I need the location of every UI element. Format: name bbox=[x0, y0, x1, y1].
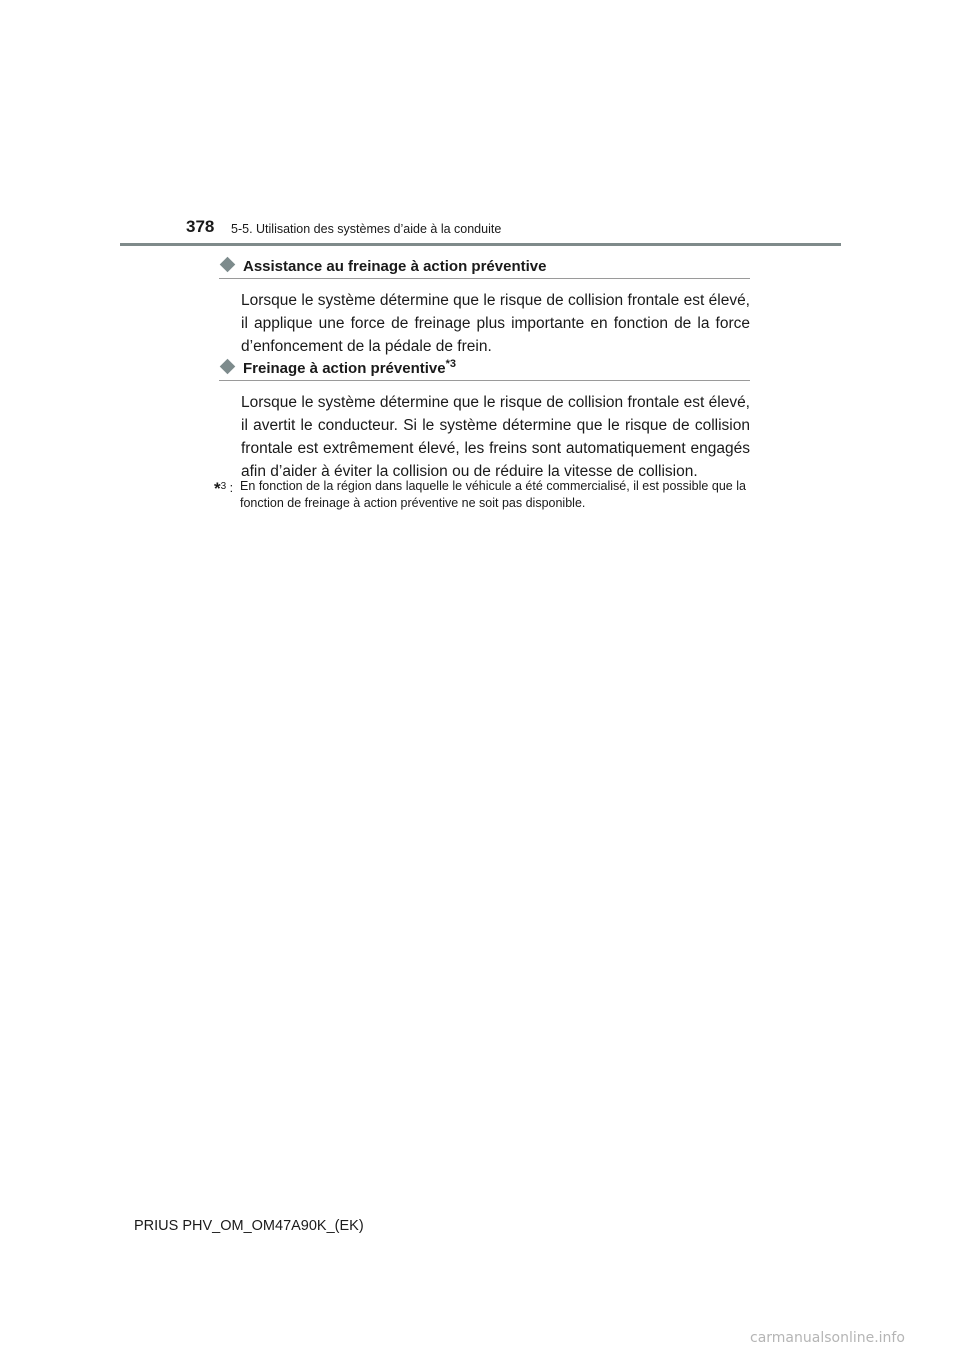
section-heading bbox=[219, 253, 750, 279]
section-body: Lorsque le système détermine que le risque de collision frontale est élevé, il applique une force de freinage plus importante en fonction de la force d’enfoncement de la pédale de frein. bbox=[241, 292, 750, 355]
watermark: carmanualsonline.info bbox=[750, 1330, 905, 1346]
header-divider bbox=[120, 243, 841, 246]
footnote-marker: *$^3$ : bbox=[214, 479, 234, 498]
page-number: 378 bbox=[186, 217, 215, 236]
footnote bbox=[214, 478, 746, 512]
footnote-text: En fonction de la région dans laquelle le véhicule a été commercialisé, il est possible que la fonction de freinage à action préventive ne soit pas disponible. bbox=[240, 479, 746, 510]
document-code: PRIUS PHV_OM_OM47A90K_(EK) bbox=[134, 1218, 364, 1234]
section-heading-text: Freinage à action préventive$^{*3}$ bbox=[243, 358, 456, 377]
diamond-bullet-icon bbox=[220, 257, 236, 273]
diamond-bullet-icon bbox=[220, 359, 236, 375]
footnote-reference: *3 bbox=[445, 358, 456, 370]
section-heading bbox=[219, 355, 750, 381]
section-body: Lorsque le système détermine que le risque de collision frontale est élevé, il avertit le conducteur. Si le système détermine que le risque de collision frontale est extrêmement élevé, les freins sont automatiquement engagés afin d’aider à éviter la collision ou de réduire la vitesse de collision. bbox=[241, 394, 750, 480]
chapter-title: 5-5. Utilisation des systèmes d’aide à la conduite bbox=[231, 222, 502, 236]
section-brake-assist bbox=[219, 253, 750, 358]
section-pre-collision-braking bbox=[219, 355, 750, 483]
section-heading-text: Assistance au freinage à action préventive bbox=[243, 258, 547, 275]
